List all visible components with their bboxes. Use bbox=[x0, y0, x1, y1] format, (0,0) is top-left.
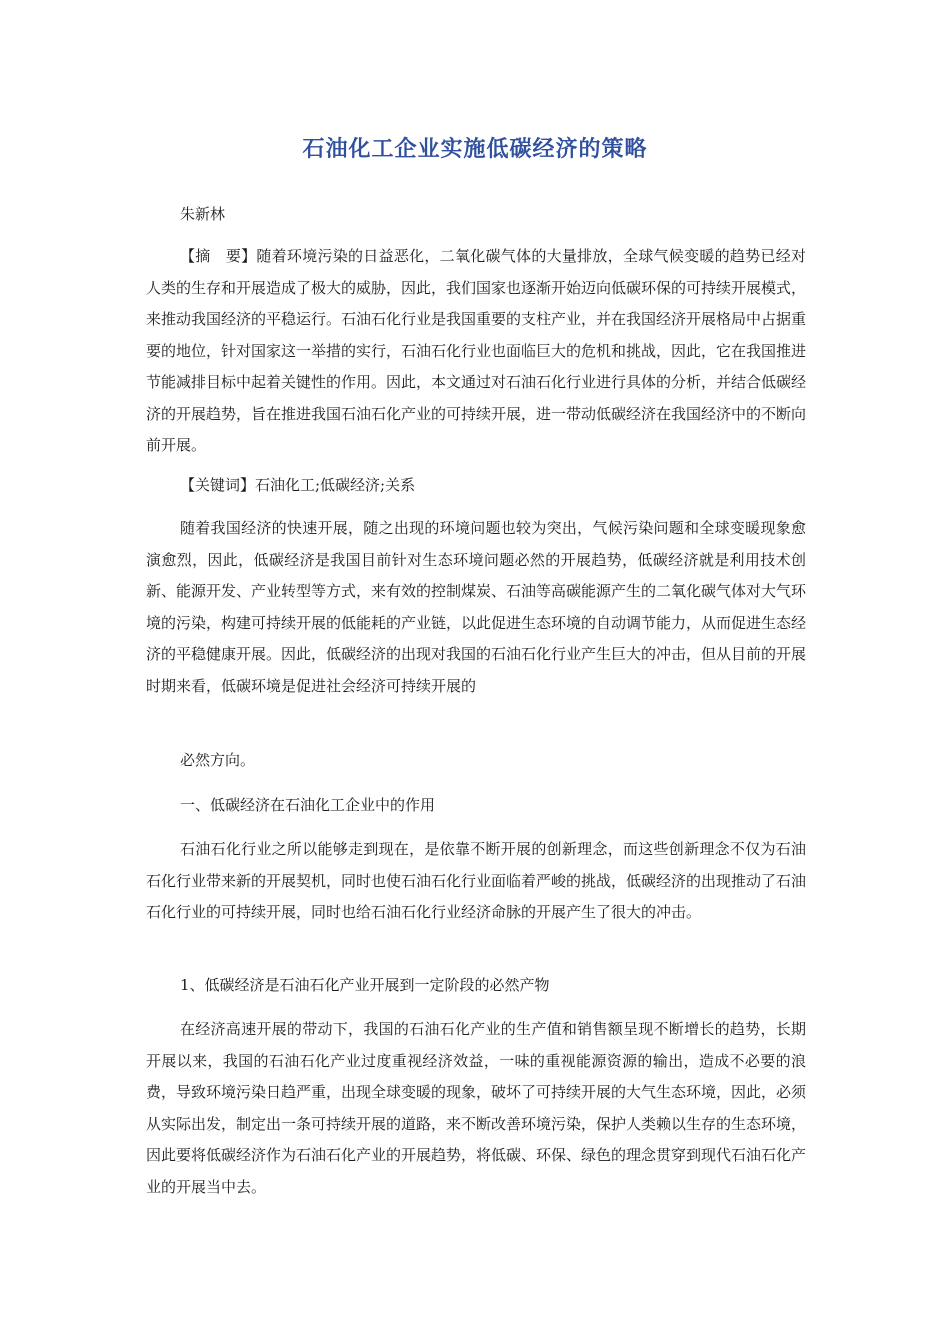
keywords-line: 【关键词】石油化工;低碳经济;关系 bbox=[180, 476, 416, 494]
intro-paragraph: 随着我国经济的快速开展，随之出现的环境问题也较为突出，气候污染问题和全球变暖现象愈演愈烈，因此，低碳经济是我国目前针对生态环境问题必然的开展趋势，低碳经济就是利用技术创新、能源开发、产业转型等方式，来有效的控制煤炭、石油等高碳能源产生的二氧化碳气体对大气环境的污染，构建可持续开展的低能耗的产业链，以此促进生态环境的自动调节能力，从而促进生态经济的平稳健康开展。因此，低碳经济的出现对我国的石油石化行业产生巨大的冲击，但从目前的开展时期来看，低碳环境是促进社会经济可持续开展的 bbox=[146, 519, 807, 695]
section-heading: 一、低碳经济在石油化工企业中的作用 bbox=[180, 796, 436, 814]
abstract-paragraph: 【摘 要】随着环境污染的日益恶化，二氧化碳气体的大量排放，全球气候变暖的趋势已经对人类的生存和开展造成了极大的威胁，因此，我们国家也逐渐开始迈向低碳环保的可持续开展模式，来推动我国经济的平稳运行。石油石化行业是我国重要的支柱产业，并在我国经济开展格局中占据重要的地位，针对国家这一举措的实行，石油石化行业也面临巨大的危机和挑战，因此，它在我国推进节能减排目标中起着关键性的作用。因此，本文通过对石油石化行业进行具体的分析，并结合低碳经济的开展趋势，旨在推进我国石油石化产业的可持续开展，进一带动低碳经济在我国经济中的不断向前开展。 bbox=[146, 247, 807, 454]
document-title: 石油化工企业实施低碳经济的策略 bbox=[302, 136, 648, 162]
section-paragraph: 石油石化行业之所以能够走到现在，是依靠不断开展的创新理念，而这些创新理念不仅为石油石化行业带来新的开展契机，同时也使石油石化行业面临着严峻的挑战，低碳经济的出现推动了石油石化行业的可持续开展，同时也给石油石化行业经济命脉的开展产生了很大的冲击。 bbox=[146, 840, 807, 921]
subsection-heading: 1、低碳经济是石油石化产业开展到一定阶段的必然产物 bbox=[180, 976, 550, 994]
subsection-paragraph: 在经济高速开展的带动下，我国的石油石化产业的生产值和销售额呈现不断增长的趋势，长期开展以来，我国的石油石化产业过度重视经济效益，一味的重视能源资源的输出，造成不必要的浪费，导致环境污染日趋严重，出现全球变暖的现象，破坏了可持续开展的大气生态环境，因此，必须从实际出发，制定出一条可持续开展的道路，来不断改善环境污染，保护人类赖以生存的生态环境，因此要将低碳经济作为石油石化产业的开展趋势，将低碳、环保、绿色的理念贯穿到现代石油石化产业的开展当中去。 bbox=[146, 1020, 807, 1196]
author-name: 朱新林 bbox=[180, 205, 226, 223]
intro-paragraph-continued: 必然方向。 bbox=[180, 751, 256, 769]
